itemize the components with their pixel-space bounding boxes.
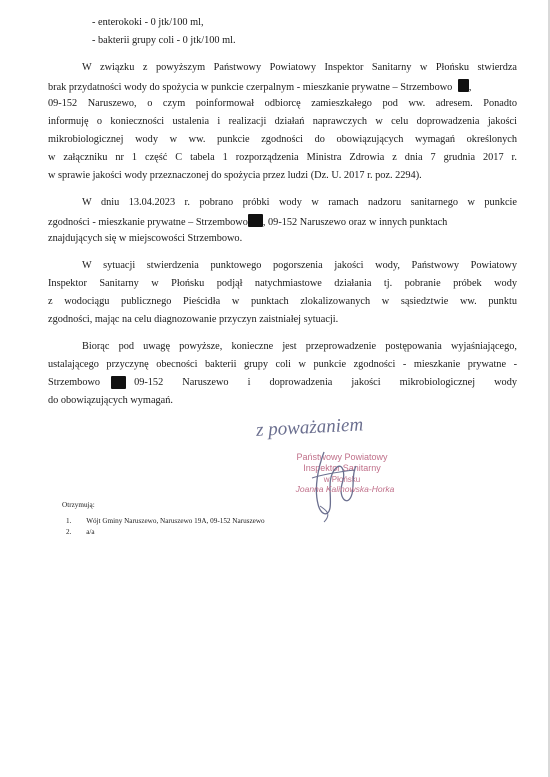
recipients-heading: Otrzymują: [62, 501, 95, 509]
paragraph-1-line-5: mikrobiologicznej wody w ww. punkcie zgodności do obowiązujących wymagań określonych [48, 134, 517, 145]
paragraph-4-line-3 [48, 376, 517, 389]
handwritten-closing [250, 410, 420, 442]
paragraph-4-line-2: ustalającego przyczynę obecności bakterii grupy coli w punkcie zgodności - mieszkanie prywatne - [48, 359, 517, 370]
paragraph-1-line-3: 09-152 Naruszewo, o czym poinformował odbiorcę zamieszkałego pod ww. adresem. Ponadto [48, 98, 517, 109]
paragraph-1-line-7: w sprawie jakości wody przeznaczonej do spożycia przez ludzi (Dz. U. 2017 r. poz. 2294). [48, 170, 422, 181]
paragraph-1-line-6: w załączniku nr 1 część C tabela 1 rozporządzenia Ministra Zdrowia z dnia 7 grudnia 2017 r. [48, 152, 517, 163]
recipient-1 [66, 516, 265, 526]
paragraph-4-line-1: Biorąc pod uwagę powyższe, konieczne jest przeprowadzenie postępowania wyjaśniającego, [82, 341, 517, 352]
paragraph-3-line-1: W sytuacji stwierdzenia punktowego pogorszenia jakości wody, Państwowy Powiatowy [82, 260, 517, 271]
stamp-line-2: Inspektor Sanitarny [303, 463, 381, 473]
signatory-name: Joanna Kalinowska-Horka [295, 484, 395, 494]
paragraph-1-line-4: informuję o konieczności ustalenia i realizacji działań naprawczych w celu doprowadzenia jakości [48, 116, 517, 127]
paragraph-2-line-2-text-b: , 09-152 Naruszewo oraz w innych punktach [262, 217, 448, 228]
paragraph-4-line-4: do obowiązujących wymagań. [48, 395, 173, 406]
recipient-1-text: Wójt Gminy Naruszewo, Naruszewo 19A, 09-152 Naruszewo [86, 517, 265, 525]
redaction-box [248, 214, 263, 227]
paragraph-2-line-2 [48, 214, 447, 229]
paragraph-4-line-3-text-b: 09-152 Naruszewo i doprowadzenia jakości mikrobiologicznej wody [134, 377, 517, 388]
paragraph-2-line-1: W dniu 13.04.2023 r. pobrano próbki wody w ramach nadzoru sanitarnego w punkcie [82, 197, 517, 208]
svg-text:z poważaniem: z poważaniem [255, 414, 364, 441]
stamp-line-1: Państwowy Powiatowy [296, 452, 388, 462]
paragraph-3-line-3: z wodociągu publicznego Pieścidła w punktach zlokalizowanych w sąsiedztwie ww. punktu [48, 296, 517, 307]
paragraph-1-line-2-text: brak przydatności wody do spożycia w punkcie czerpalnym - mieszkanie prywatne – Strzembowo [48, 82, 453, 93]
paragraph-4-line-3-text-a: Strzembowo [48, 377, 101, 388]
paragraph-2-line-3: znajdujących się w miejscowości Strzembowo. [48, 233, 243, 244]
recipient-2-number: 2. [66, 528, 72, 536]
paragraph-1-line-2: brak przydatności wody do spożycia w punkcie czerpalnym - mieszkanie prywatne – Strzembowo , [48, 79, 471, 94]
paragraph-3-line-2: Inspektor Sanitarny w Płońsku podjął natychmiastowe działania tj. pobranie próbek wody [48, 278, 517, 289]
paragraph-2-line-2-text-a: zgodności - mieszkanie prywatne – Strzembowo [48, 217, 248, 228]
bullet-enterokoki: - enterokoki - 0 jtk/100 ml, [92, 17, 204, 28]
recipient-1-number: 1. [66, 517, 72, 525]
paragraph-3-line-4: zgodności, mając na celu diagnozowanie przyczyn zaistniałej sytuacji. [48, 314, 339, 325]
bullet-coli: - bakterii grupy coli - 0 jtk/100 ml. [92, 35, 236, 46]
redaction-box [111, 376, 126, 389]
recipient-2 [66, 527, 95, 537]
stamp-line-3: w Płońsku [323, 475, 361, 484]
recipient-2-text: a/a [86, 528, 95, 536]
redaction-box [458, 79, 469, 92]
paragraph-1-line-1: W związku z powyższym Państwowy Powiatowy Inspektor Sanitarny w Płońsku stwierdza [82, 62, 517, 73]
